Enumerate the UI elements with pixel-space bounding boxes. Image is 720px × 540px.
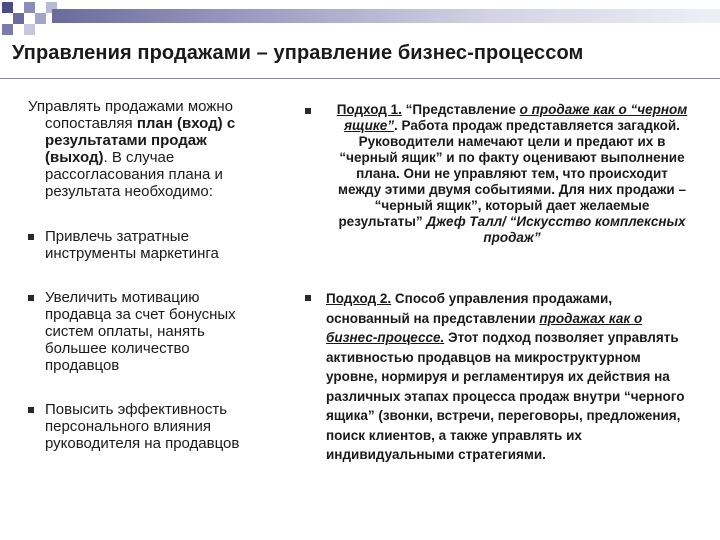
bullet-square-icon: [305, 295, 311, 301]
decorative-top-gradient-bar: [52, 9, 720, 23]
bullet-square-icon: [305, 108, 311, 114]
left-bullet-item: Привлечь затратные инструменты маркетинга: [28, 228, 268, 262]
slide-title: Управления продажами – управление бизнес-процессом: [12, 42, 584, 64]
left-bullet-item: Повысить эффективность персонального влияния руководителя на продавцов: [28, 401, 273, 452]
bullet-square-icon: [28, 295, 34, 301]
approach-2-text: Подход 2. Способ управления продажами, основанный на представлении продажах как о бизнес-процессе. Этот подход позволяет управлять активностью продавцов на микроструктурном уровне, нормируя и регламентируя их действия на различных этапах процесса продаж внутри “черного ящика” (звонки, встречи, переговоры, предложения, поиск клиентов, а также управлять их индивидуальными стратегиями.: [326, 291, 685, 462]
black-box-emphasis: о продаже как о “черном ящике”: [344, 102, 688, 133]
approach-1-label: Подход 1.: [336, 102, 402, 117]
output-emphasis: (выход): [45, 149, 104, 166]
business-process-emphasis: продажах как о бизнес-процессе.: [326, 310, 643, 345]
approach-2-label: Подход 2.: [326, 291, 392, 306]
bullet-square-icon: [28, 407, 34, 413]
approach-1-text: Подход 1. “Представление о продаже как о “черном ящике”. Работа продаж представляется загадкой. Руководители намечают цели и предают их в “черный ящик” и по факту оценивают выполнение плана. Они не управляют тем, что происходит между этими двумя событиями. Для них продажи – “черный ящик”, который дает желаемые результаты” Джеф Талл/ “Искусство комплексных продаж”: [336, 102, 688, 245]
bullet-square-icon: [28, 234, 34, 240]
approach-2-item: [305, 289, 695, 465]
approach-1-author: Джеф Талл/ “Искусство комплексных продаж”: [426, 214, 686, 245]
title-divider: [0, 78, 720, 79]
left-bullet-item: Увеличить мотивацию продавца за счет бонусных систем оплаты, нанять большее количество продавцов: [28, 289, 268, 374]
approach-1-item: [305, 102, 691, 246]
intro-line-1: Управлять продажами можно: [28, 98, 233, 115]
intro-continuation: сопоставляя план (вход) с результатами продаж (выход). В случае рассогласования плана и результата необходимо:: [45, 115, 236, 200]
results-emphasis: с результатами продаж: [45, 115, 236, 149]
plan-input-emphasis: план (вход): [136, 115, 223, 132]
intro-paragraph: [28, 98, 273, 200]
